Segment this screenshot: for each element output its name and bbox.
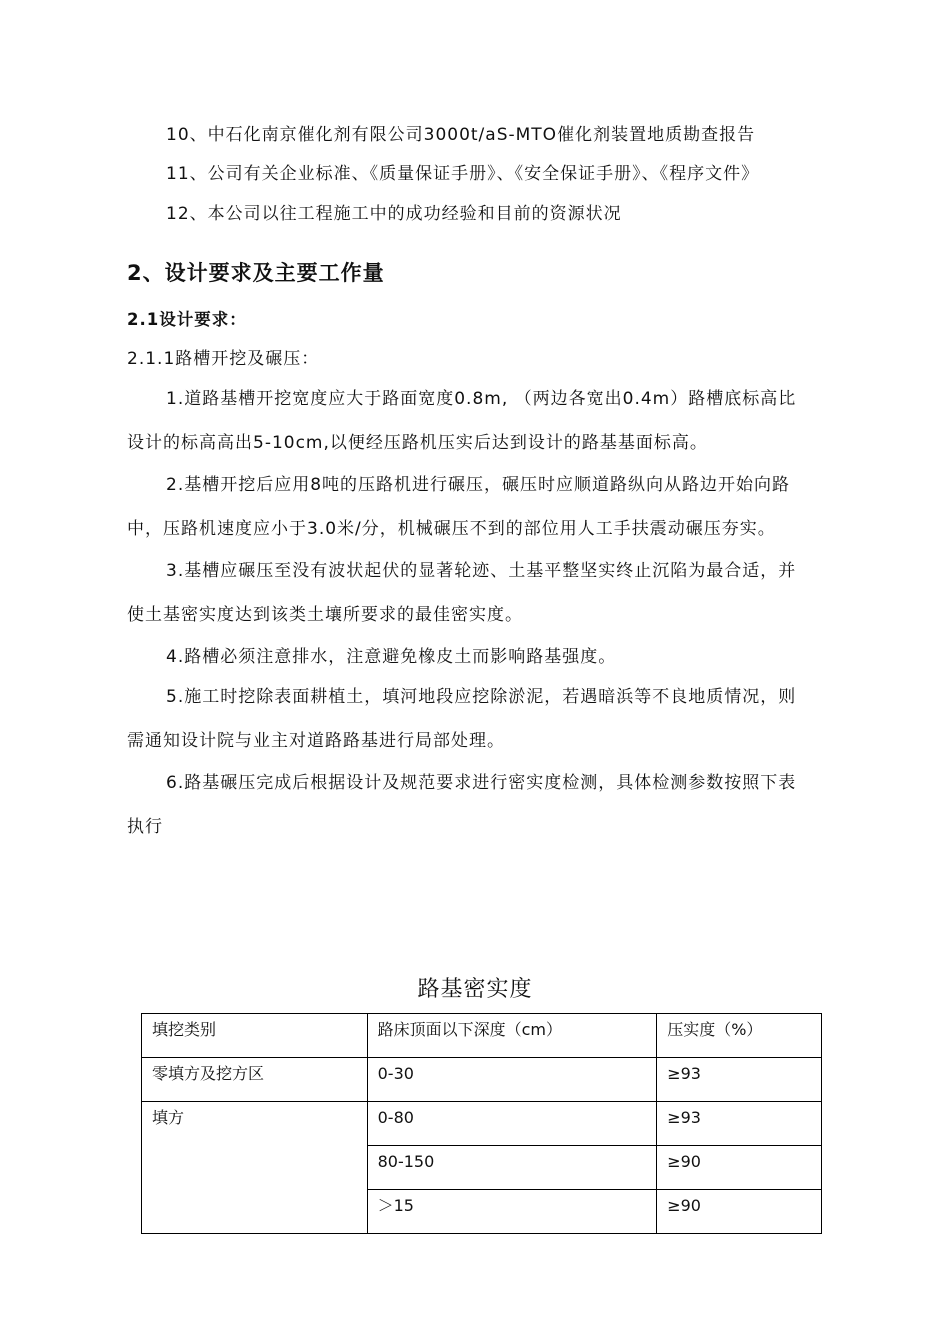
reference-10: 10、中石化南京催化剂有限公司3000t/aS-MTO催化剂装置地质勘查报告 bbox=[166, 125, 756, 145]
header-cell: 填挖类别 bbox=[142, 1014, 368, 1058]
item-2-line-1: 2.基槽开挖后应用8吨的压路机进行碾压，碾压时应顺道路纵向从路边开始向路 bbox=[166, 475, 791, 495]
table-row bbox=[142, 1102, 822, 1146]
table-cell: ≥90 bbox=[657, 1190, 822, 1234]
item-2-line-2: 中，压路机速度应小于3.0米/分，机械碾压不到的部位用人工手扶震动碾压夯实。 bbox=[127, 519, 776, 539]
subsection-title: 2.1设计要求： bbox=[127, 310, 247, 329]
item-5-line-1: 5.施工时挖除表面耕植土，填河地段应挖除淤泥，若遇暗浜等不良地质情况，则 bbox=[166, 687, 797, 707]
item-5-line-2: 需通知设计院与业主对道路路基进行局部处理。 bbox=[127, 731, 505, 751]
table-cell: 80-150 bbox=[367, 1146, 657, 1190]
table-header-row bbox=[142, 1014, 822, 1058]
item-3-line-2: 使土基密实度达到该类土壤所要求的最佳密实度。 bbox=[127, 605, 523, 625]
table-row bbox=[142, 1058, 822, 1102]
section-title: 2、设计要求及主要工作量 bbox=[127, 261, 385, 285]
item-6-line-1: 6.路基碾压完成后根据设计及规范要求进行密实度检测，具体检测参数按照下表 bbox=[166, 773, 797, 793]
table-cell: 零填方及挖方区 bbox=[142, 1058, 368, 1102]
table-cell: 0-80 bbox=[367, 1102, 657, 1146]
item-4-line-1: 4.路槽必须注意排水，注意避免橡皮土而影响路基强度。 bbox=[166, 647, 617, 667]
reference-12: 12、本公司以往工程施工中的成功经验和目前的资源状况 bbox=[166, 204, 622, 224]
item-6-line-2: 执行 bbox=[127, 817, 163, 837]
table-cell: ≥90 bbox=[657, 1146, 822, 1190]
item-1-line-1: 1.道路基槽开挖宽度应大于路面宽度0.8m, （两边各宽出0.4m）路槽底标高比 bbox=[166, 389, 797, 409]
item-3-line-1: 3.基槽应碾压至没有波状起伏的显著轮迹、土基平整坚实终止沉陷为最合适，并 bbox=[166, 561, 797, 581]
header-cell: 路床顶面以下深度（cm） bbox=[367, 1014, 657, 1058]
subsub-title: 2.1.1路槽开挖及碾压： bbox=[127, 349, 320, 369]
reference-11: 11、公司有关企业标准、《质量保证手册》、《安全保证手册》、《程序文件》 bbox=[166, 164, 760, 184]
compaction-table bbox=[141, 1013, 822, 1234]
table-cell: 0-30 bbox=[367, 1058, 657, 1102]
header-cell: 压实度（%） bbox=[657, 1014, 822, 1058]
table-cell: 填方 bbox=[142, 1102, 368, 1234]
item-1-line-2: 设计的标高高出5-10cm,以便经压路机压实后达到设计的路基基面标高。 bbox=[127, 433, 708, 453]
table-cell: ≥93 bbox=[657, 1102, 822, 1146]
table-caption: 路基密实度 bbox=[417, 977, 533, 1002]
table-cell: ≥93 bbox=[657, 1058, 822, 1102]
table-cell: ＞15 bbox=[367, 1190, 657, 1234]
